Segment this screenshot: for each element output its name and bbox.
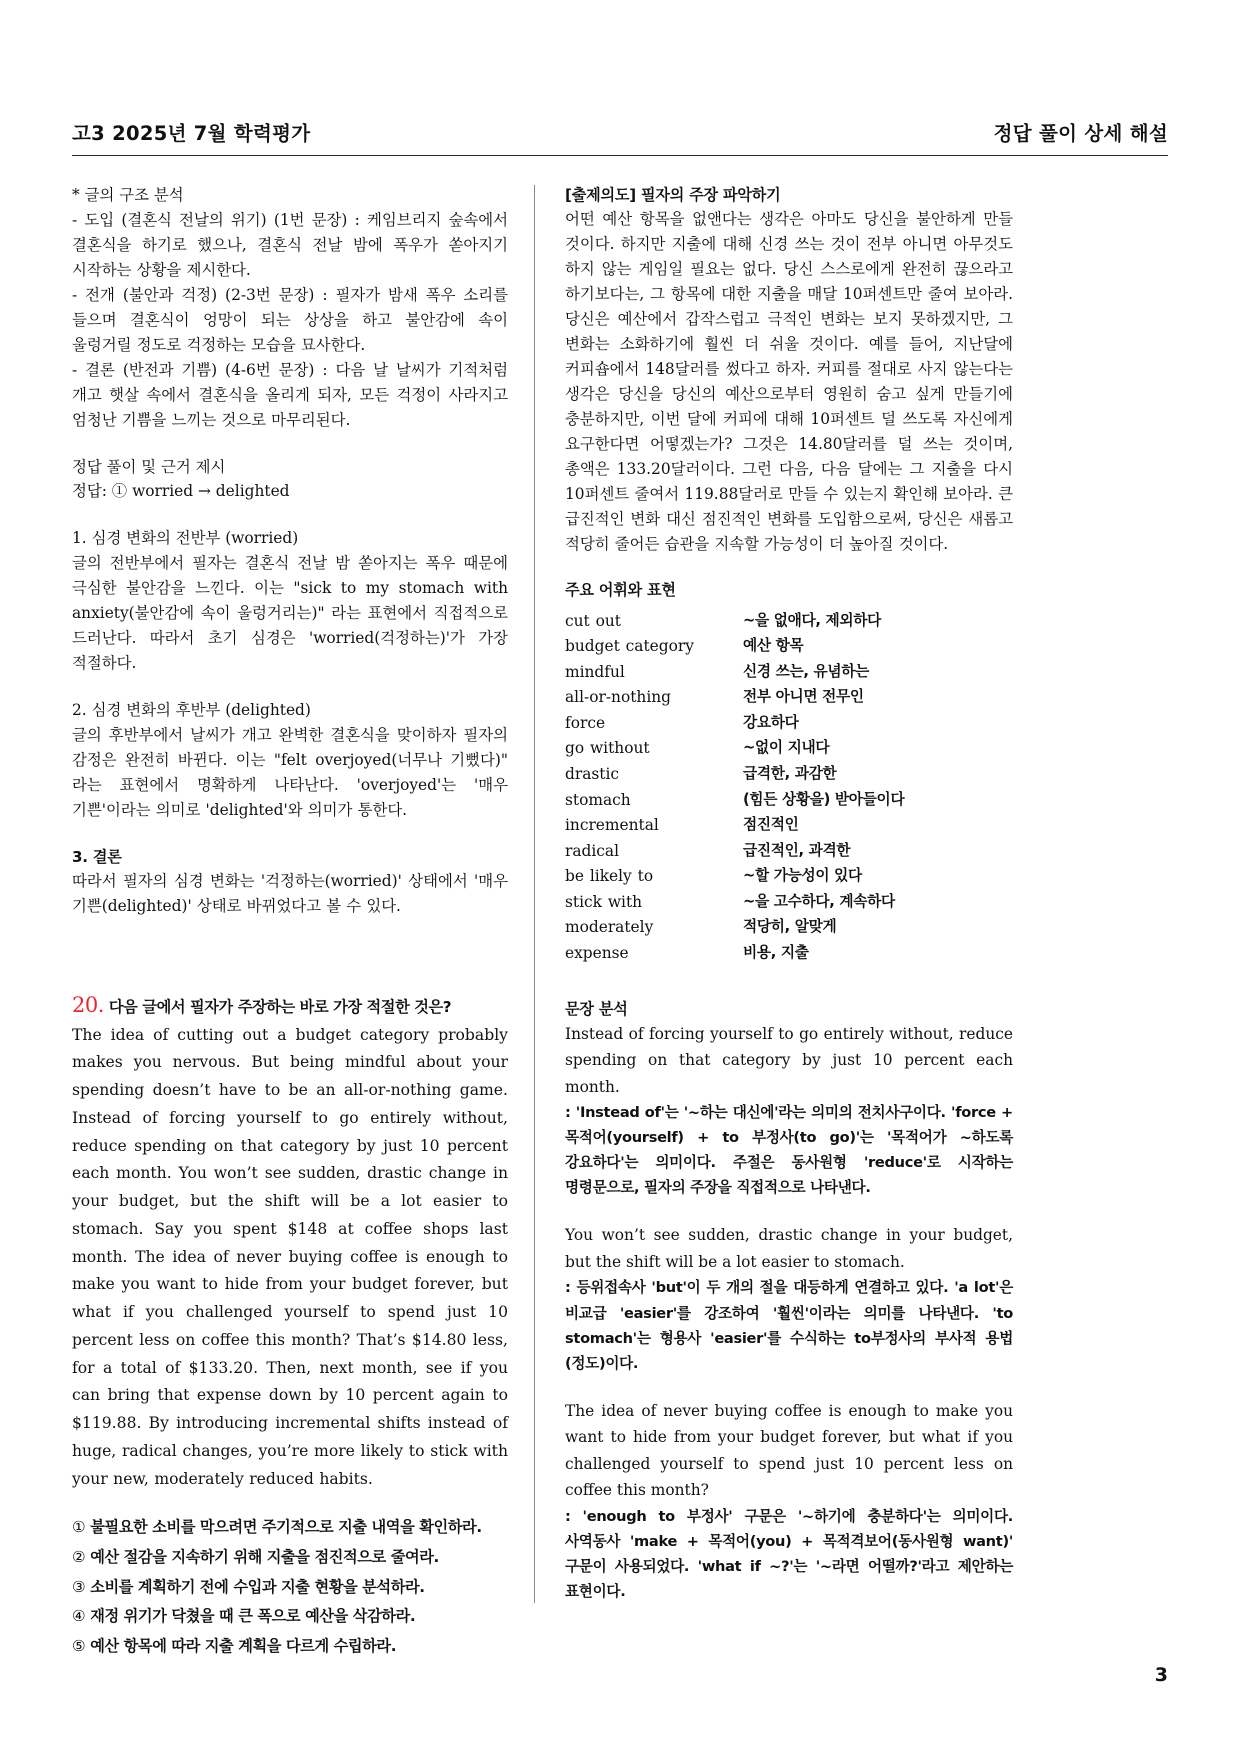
question-heading xyxy=(72,989,508,1022)
vocabulary-row xyxy=(565,864,1013,890)
section-body: 따라서 필자의 심경 변화는 '걱정하는(worried)' 상태에서 '매우 기쁜(delighted)' 상태로 바뀌었다고 볼 수 있다. xyxy=(72,872,508,916)
exam-title: 고3 2025년 7월 학력평가 xyxy=(72,122,311,145)
vocabulary-meaning: ~을 없애다, 제외하다 xyxy=(743,611,882,629)
page-number: 3 xyxy=(1154,1664,1168,1686)
vocabulary-meaning: 신경 쓰는, 유념하는 xyxy=(743,662,870,680)
analysis-note: : 'Instead of'는 '~하는 대신에'라는 의미의 전치사구이다. 'force + 목적어(yourself) + to 부정사(to go)'는 '목적어가 ~하도록 강요하다'는 의미이다. 주절은 동사원형 'reduce'로 시작하는 명령문으로, 필자의 주장을 직접적으로 나타낸다. xyxy=(565,1104,1013,1197)
answer-explanation-heading: 정답 풀이 및 근거 제시 xyxy=(72,457,226,476)
vocabulary-meaning: ~을 고수하다, 계속하다 xyxy=(743,892,895,910)
spacer xyxy=(72,433,508,455)
sentence-analysis-heading: 문장 분석 xyxy=(565,999,628,1018)
structure-analysis-heading: * 글의 구조 분석 xyxy=(72,186,184,204)
answer-choices xyxy=(72,1513,508,1661)
vocabulary-meaning: 예산 항목 xyxy=(743,637,804,655)
vocabulary-row xyxy=(565,915,1013,941)
section-title: 3. 결론 xyxy=(72,847,122,866)
vocabulary-term: mindful xyxy=(565,662,625,681)
vocabulary-meaning: (힘든 상황을) 받아들이다 xyxy=(743,790,905,808)
spacer xyxy=(565,1200,1013,1222)
question-intent-body: 어떤 예산 항목을 없앤다는 생각은 아마도 당신을 불안하게 만들 것이다. 하지만 지출에 대해 신경 쓰는 것이 전부 아니면 아무것도 하지 않는 게임일 필요는 없다. 당신 스스로에게 완전히 끊으라고 하기보다는, 그 항목에 대한 지출을 매달 10퍼센트만 줄여 보아라. 당신은 예산에서 갑작스럽고 극적인 변화는 보지 못하겠지만, 그 변화는 소화하기에 훨씬 더 쉬울 것이다. 예를 들어, 지난달에 커피숍에서 148달러를 썼다고 하자. 커피를 절대로 사지 않는다는 생각은 당신을 당신의 예산으로부터 영원히 숨고 싶게 만들기에 충분하지만, 이번 달에 커피에 대해 10퍼센트 덜 쓰도록 자신에게 요구한다면 어떻겠는가? 그것은 14.80달러를 덜 쓰는 것이며, 총액은 133.20달러이다. 그런 다음, 다음 달에는 그 지출을 다시 10퍼센트 줄여서 119.88달러로 만들 수 있는지 확인해 보아라. 큰 급진적인 변화 대신 점진적인 변화를 도입함으로써, 당신은 새롭고 적당히 줄어든 습관을 지속할 가능성이 더 높아질 것이다. xyxy=(565,210,1013,553)
vocabulary-term: all-or-nothing xyxy=(565,688,672,707)
vocabulary-row xyxy=(565,609,1013,635)
structure-item: - 도입 (결혼식 전날의 위기) (1번 문장) : 케임브리지 숲속에서 결혼식을 하기로 했으나, 결혼식 전날 밤에 폭우가 쏟아지기 시작하는 상황을 제시한다. xyxy=(72,210,508,279)
spacer xyxy=(565,556,1013,578)
analysis-note: : 'enough to 부정사' 구문은 '~하기에 충분하다'는 의미이다. 사역동사 'make + 목적어(you) + 목적격보어(동사원형 want)' 구문이 사용되었다. 'what if ~?'는 '~라면 어떨까?'라고 제안하는 표현이다. xyxy=(565,1507,1013,1601)
choice-text: 소비를 계획하기 전에 수입과 지출 현황을 분석하라. xyxy=(90,1577,425,1596)
vocabulary-row xyxy=(565,813,1013,839)
choice-text: 재정 위기가 닥쳤을 때 큰 폭으로 예산을 삭감하라. xyxy=(90,1607,416,1626)
vocabulary-term: incremental xyxy=(565,816,659,835)
vocabulary-meaning: 비용, 지출 xyxy=(743,943,809,961)
structure-item: - 전개 (불안과 걱정) (2-3번 문장) : 필자가 밤새 폭우 소리를 들으며 결혼식이 엉망이 되는 상상을 하고 불안감에 속이 울렁거릴 정도로 걱정하는 모습을 묘사한다. xyxy=(72,285,508,354)
vocabulary-meaning: 급진적인, 과격한 xyxy=(743,841,851,859)
question-number: 20. xyxy=(72,992,104,1017)
vocabulary-meaning: 적당히, 알맞게 xyxy=(743,918,837,936)
choice-marker: ③ xyxy=(72,1577,86,1596)
vocabulary-row xyxy=(565,660,1013,686)
section-body: 글의 전반부에서 필자는 결혼식 전날 밤 쏟아지는 폭우 때문에 극심한 불안감을 느낀다. 이는 "sick to my stomach with anxiety(불안감에 속이 울렁거리는)" 라는 표현에서 직접적으로 드러난다. 따라서 초기 심경은 'worried(걱정하는)'가 가장 적절하다. xyxy=(72,554,508,673)
analysis-sentence: The idea of never buying coffee is enough to make you want to hide from your budget forever, but what if you challenged yourself to spend just 10 percent less on coffee this month? xyxy=(565,1401,1013,1500)
vocabulary-meaning: 급격한, 과감한 xyxy=(743,765,837,782)
choice-marker: ① xyxy=(72,1518,86,1537)
vocabulary-meaning: ~없이 지내다 xyxy=(743,739,830,757)
answer-choice[interactable] xyxy=(72,1513,508,1543)
vocabulary-term: drastic xyxy=(565,765,620,783)
vocabulary-row xyxy=(565,762,1013,788)
choice-marker: ⑤ xyxy=(72,1636,86,1655)
choice-text: 예산 항목에 따라 지출 계획을 다르게 수립하라. xyxy=(90,1636,397,1655)
choice-marker: ④ xyxy=(72,1607,86,1626)
page-header xyxy=(72,118,1168,156)
vocabulary-row xyxy=(565,839,1013,865)
vocabulary-term: be likely to xyxy=(565,867,654,886)
vocabulary-term: radical xyxy=(565,841,620,860)
vocabulary-row xyxy=(565,711,1013,737)
structure-item: - 결론 (반전과 기쁨) (4-6번 문장) : 다음 날 날씨가 기적처럼 개고 햇살 속에서 결혼식을 올리게 되자, 모든 걱정이 사라지고 엄청난 기쁨을 느끼는 것으로 마무리된다. xyxy=(72,360,508,429)
content-columns xyxy=(72,183,1168,1655)
spacer xyxy=(72,919,508,989)
vocabulary-meaning: 강요하다 xyxy=(743,713,799,731)
spacer xyxy=(72,504,508,526)
section-title: 2. 심경 변화의 후반부 (delighted) xyxy=(72,701,311,720)
vocabulary-row xyxy=(565,634,1013,660)
choice-text: 불필요한 소비를 막으려면 주기적으로 지출 내역을 확인하라. xyxy=(90,1518,482,1537)
section-title: 1. 심경 변화의 전반부 (worried) xyxy=(72,529,299,548)
spacer xyxy=(565,1376,1013,1398)
vocabulary-term: moderately xyxy=(565,918,654,937)
vocabulary-term: go without xyxy=(565,739,650,758)
vocabulary-row xyxy=(565,685,1013,711)
vocabulary-term: stomach xyxy=(565,790,631,809)
spacer xyxy=(565,967,1013,997)
choice-text: 예산 절감을 지속하기 위해 지출을 점진적으로 줄여라. xyxy=(90,1547,439,1566)
analysis-sentence: Instead of forcing yourself to go entirely without, reduce spending on that category by just 10 percent each month. xyxy=(565,1024,1013,1096)
question-passage: The idea of cutting out a budget category probably makes you nervous. But being mindful about your spending doesn’t have to be an all‑or‑nothing game. Instead of forcing yourself to go entirely without, reduce spending on that category by just 10 percent each month. You won’t see sudden, drastic change in your budget, but the shift will be a lot easier to stomach. Say you spent $148 at coffee shops last month. The idea of never buying coffee is enough to make you want to hide from your budget forever, but what if you challenged yourself to spend just 10 percent less on coffee this month? That’s $14.80 less, for a total of $133.20. Then, next month, see if you can bring that expense down by 10 percent again to $119.88. By introducing incremental shifts instead of huge, radical changes, you’re more likely to stick with your new, moderately reduced habits. xyxy=(72,1025,508,1488)
vocabulary-row xyxy=(565,736,1013,762)
question-intent-heading: [출제의도] 필자의 주장 파악하기 xyxy=(565,186,781,204)
vocabulary-row xyxy=(565,890,1013,916)
right-column xyxy=(535,183,1013,1603)
header-subtitle: 정답 풀이 상세 해설 xyxy=(993,122,1168,145)
vocabulary-list xyxy=(565,609,1013,967)
choice-marker: ② xyxy=(72,1547,86,1566)
vocabulary-term: cut out xyxy=(565,611,621,630)
section-body: 글의 후반부에서 날씨가 개고 완벽한 결혼식을 맞이하자 필자의 감정은 완전히 바뀐다. 이는 "felt overjoyed(너무나 기뻤다)" 라는 표현에서 명확하게 나타난다. 'overjoyed'는 '매우 기쁜'이라는 의미로 'delighted'와 의미가 통한다. xyxy=(72,726,508,819)
analysis-note: : 등위접속사 'but'이 두 개의 절을 대등하게 연결하고 있다. 'a lot'은 비교급 'easier'를 강조하여 '훨씬'이라는 의미를 나타낸다. 'to stomach'는 형용사 'easier'를 수식하는 to부정사의 부사적 용법(정도)이다. xyxy=(565,1279,1013,1372)
vocabulary-meaning: ~할 가능성이 있다 xyxy=(743,867,862,885)
spacer xyxy=(72,676,508,698)
answer-choice[interactable] xyxy=(72,1632,508,1662)
answer-line: 정답: ① worried → delighted xyxy=(72,482,290,501)
spacer xyxy=(72,823,508,845)
vocabulary-term: force xyxy=(565,713,606,732)
answer-choice[interactable] xyxy=(72,1573,508,1603)
vocabulary-row xyxy=(565,788,1013,814)
answer-choice[interactable] xyxy=(72,1602,508,1632)
vocabulary-heading: 주요 어휘와 표현 xyxy=(565,581,676,600)
question-prompt: 다음 글에서 필자가 주장하는 바로 가장 적절한 것은? xyxy=(108,997,452,1016)
vocabulary-row xyxy=(565,941,1013,967)
answer-choice[interactable] xyxy=(72,1543,508,1573)
vocabulary-meaning: 전부 아니면 전무인 xyxy=(743,688,864,706)
vocabulary-meaning: 점진적인 xyxy=(743,816,799,834)
vocabulary-term: budget category xyxy=(565,637,694,656)
vocabulary-term: stick with xyxy=(565,892,643,911)
vocabulary-term: expense xyxy=(565,943,629,962)
analysis-sentence: You won’t see sudden, drastic change in your budget, but the shift will be a lot easier to stomach. xyxy=(565,1226,1013,1271)
left-column xyxy=(72,183,534,1655)
